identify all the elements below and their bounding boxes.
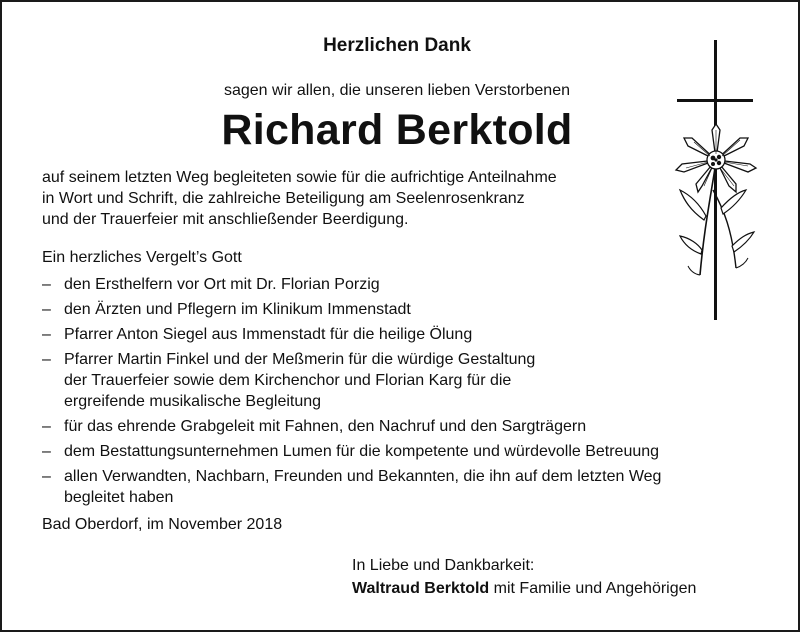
- signature-rest: mit Familie und Angehörigen: [489, 580, 697, 597]
- list-item: [42, 349, 782, 412]
- deceased-name: Richard Berktold: [221, 106, 573, 154]
- thanks-list: [42, 274, 782, 512]
- thanks-paragraph: [42, 167, 662, 230]
- list-item-text: der Trauerfeier sowie dem Kirchenchor und Florian Karg für die: [64, 372, 512, 389]
- list-item-text: den Ärzten und Pflegern im Klinikum Immenstadt: [64, 301, 411, 318]
- list-item-text: für das ehrende Grabgeleit mit Fahnen, den Nachruf und den Sargträgern: [64, 418, 587, 435]
- paragraph-line: auf seinem letzten Weg begleiteten sowie für die aufrichtige Anteilnahme: [42, 169, 557, 186]
- list-item-text: begleitet haben: [64, 489, 174, 506]
- place-date: Bad Oberdorf, im November 2018: [42, 516, 283, 533]
- dash-bullet: –: [42, 418, 51, 435]
- list-item: [42, 324, 782, 345]
- thanks-heading: Ein herzliches Vergelt’s Gott: [42, 249, 242, 266]
- heading: Herzlichen Dank: [323, 35, 471, 56]
- list-item: [42, 274, 782, 295]
- dash-bullet: –: [42, 326, 51, 343]
- list-item-text: allen Verwandten, Nachbarn, Freunden und Bekannten, die ihn auf dem letzten Weg: [64, 468, 662, 485]
- list-item: [42, 466, 782, 508]
- list-item-text: ergreifende musikalische Begleitung: [64, 393, 322, 410]
- paragraph-line: und der Trauerfeier mit anschließender Beerdigung.: [42, 211, 409, 228]
- list-item-text: dem Bestattungsunternehmen Lumen für die kompetente und würdevolle Betreuung: [64, 443, 660, 460]
- list-item: [42, 441, 782, 462]
- dash-bullet: –: [42, 443, 51, 460]
- list-item-text: Pfarrer Anton Siegel aus Immenstadt für die heilige Ölung: [64, 326, 473, 343]
- list-item-text: den Ersthelfern vor Ort mit Dr. Florian Porzig: [64, 276, 380, 293]
- signature-intro: In Liebe und Dankbarkeit:: [352, 557, 535, 574]
- list-item: [42, 416, 782, 437]
- dash-bullet: –: [42, 468, 51, 485]
- signature-name: Waltraud Berktold: [352, 580, 490, 597]
- list-item: [42, 299, 782, 320]
- cross-with-edelweiss-icon: [674, 40, 764, 320]
- dash-bullet: –: [42, 351, 51, 368]
- list-item-text: Pfarrer Martin Finkel und der Meßmerin für die würdige Gestaltung: [64, 351, 536, 368]
- intro-text: sagen wir allen, die unseren lieben Verstorbenen: [223, 82, 570, 99]
- signature: [352, 580, 696, 598]
- dash-bullet: –: [42, 301, 51, 318]
- paragraph-line: in Wort und Schrift, die zahlreiche Beteiligung am Seelenrosenkranz: [42, 190, 525, 207]
- dash-bullet: –: [42, 276, 51, 293]
